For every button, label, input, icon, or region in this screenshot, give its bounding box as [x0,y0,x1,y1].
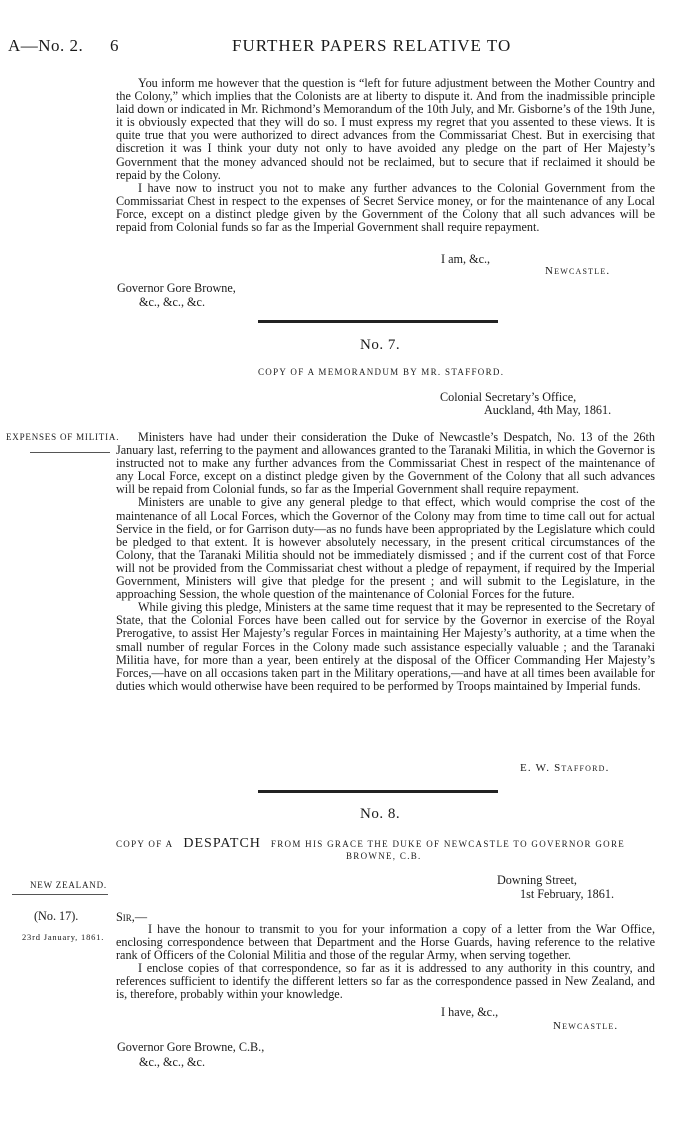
page-number: 6 [110,36,119,55]
salutation: Sir,— [116,910,148,924]
section-divider [258,790,498,793]
location-line: Downing Street, [497,873,577,887]
paragraph: While giving this pledge, Ministers at the same time request that it may be represented to the Secretary of State, that the Colonial Forces have been called out for service by the Governor in exercise of the Royal Prerogative, to assist Her Majesty’s regular Forces in maintaining Her Majesty’s authority, at a time when the small number of regular Forces in the Colony made such assistance especially valuable ; and the Taranaki Militia have, for more than a year, been entirely at the disposal of the Officer Commanding Her Majesty’s Forces,—have on all occasions taken part in the Military operations,—and have at all times been available for duties which would otherwise have been required to be performed by Troops maintained by Imperial funds. [116,600,655,693]
section-divider [258,320,498,323]
date-line: 1st February, 1861. [520,887,614,901]
closing: I have, &c., [441,1005,499,1019]
section2-body [116,431,655,693]
margin-region: NEW ZEALAND. [30,880,107,890]
subtitle-despatch: DESPATCH [183,836,261,851]
addressee-etc: &c., &c., &c. [139,295,205,309]
section-subtitle [116,834,625,852]
signature: E. W. Stafford. [520,762,610,774]
running-title: FURTHER PAPERS RELATIVE TO [232,36,512,55]
paragraph: I have now to instruct you not to make any further advances to the Colonial Government from the Commissariat Chest in respect to the expenses of Secret Service money, or for the maintenance of any Local Force, except on a distinct pledge given by the Government of the Colony that all such advances will be repaid from Colonial funds so far as the Imperial Government shall require repayment. [116,180,655,235]
paragraph: I have the honour to transmit to you for your information a copy of a letter from the War Office, enclosing correspondence between that Department and the Horse Guards, having reference to the relative rank of Officers of the Colonial Militia and those of the regular Army, when serving together. [116,922,655,963]
margin-note: EXPENSES OF MILITIA. [6,432,120,442]
paragraph: I enclose copies of that correspondence, so far as it is addressed to any authority in this country, and references sufficient to identify the different letters so far as the correspondence passed in New Zealand, and is, therefore, probably within your knowledge. [116,961,655,1002]
location-line: Colonial Secretary’s Office, [440,390,577,404]
document-reference: A—No. 2. [8,36,84,55]
paragraph: Ministers have had under their consideration the Duke of Newcastle’s Despatch, No. 13 of the 26th January last, referring to the payment and allowances granted to the Taranaki Militia, in which the Governor is instructed not to make any further advances from the Commissariat Chest in respect of the maintenance of any Local Force, except on a distinct pledge given by the Government of the Colony that all such advances will be repaid from Colonial funds, so far as the Imperial Government shall require repayment. [116,430,655,497]
margin-despatch-number: (No. 17). [34,909,79,923]
margin-date: 23rd January, 1861. [22,932,105,942]
signature: Newcastle. [553,1020,619,1032]
signature: Newcastle. [545,265,611,277]
margin-rule [30,452,110,453]
addressee-name: Governor Gore Browne, C.B., [117,1040,265,1054]
section-subtitle: COPY OF A MEMORANDUM BY MR. STAFFORD. [258,367,505,377]
section-subtitle-line2: BROWNE, C.B. [346,851,422,861]
paragraph: Ministers are unable to give any general pledge to that effect, which would comprise the cost of the maintenance of all Local Forces, which the Governor of the Colony may from time to time call out for actual Service in the field, or for Garrison duty—as no funds have been appropriated by the Legislature which could be pledged to that extent. It is however absolutely necessary, in the present critical circumstances of the Colony, that the Taranaki Militia should not be immediately dismissed ; and if the current cost of that Force will not be provided from the Commissariat chest without a pledge of repayment, if required by the Imperial Government, Ministers will give that pledge for the present ; and will submit to the Legislature, in the approaching Session, the whole question of the maintenance of Colonial Forces for the future. [116,495,655,602]
section3-body [116,923,655,1002]
closing: I am, &c., [441,252,491,266]
subtitle-part: FROM HIS GRACE THE DUKE OF NEWCASTLE TO GOVERNOR GORE [270,839,626,849]
addressee-name: Governor Gore Browne, [117,281,236,295]
margin-rule [12,894,108,895]
section1-body [116,77,655,234]
date-line: Auckland, 4th May, 1861. [484,403,612,417]
section-number: No. 8. [360,806,401,822]
section-number: No. 7. [360,337,401,353]
subtitle-part: COPY OF A [116,839,174,849]
addressee-etc: &c., &c., &c. [139,1055,205,1069]
paragraph: You inform me however that the question is “left for future adjustment between the Mother Country and the Colony,” which implies that the Colonists are at liberty to dispute it. And from the inadmissible principle laid down or indicated in Mr. Richmond’s Memorandum of the 10th July, and Mr. Gisborne’s of the 19th June, it is obviously expected that they will do so. I must express my regret that you assented to these views. It is quite true that you were authorized to direct advances from the Commissariat Chest. But in exercising that discretion it was I think your duty not only to have avoided any pledge on the part of Her Majesty’s Government that the money advanced should not be reclaimed, but to secure that if reclaimed it should be repaid by the Colony. [116,76,655,182]
